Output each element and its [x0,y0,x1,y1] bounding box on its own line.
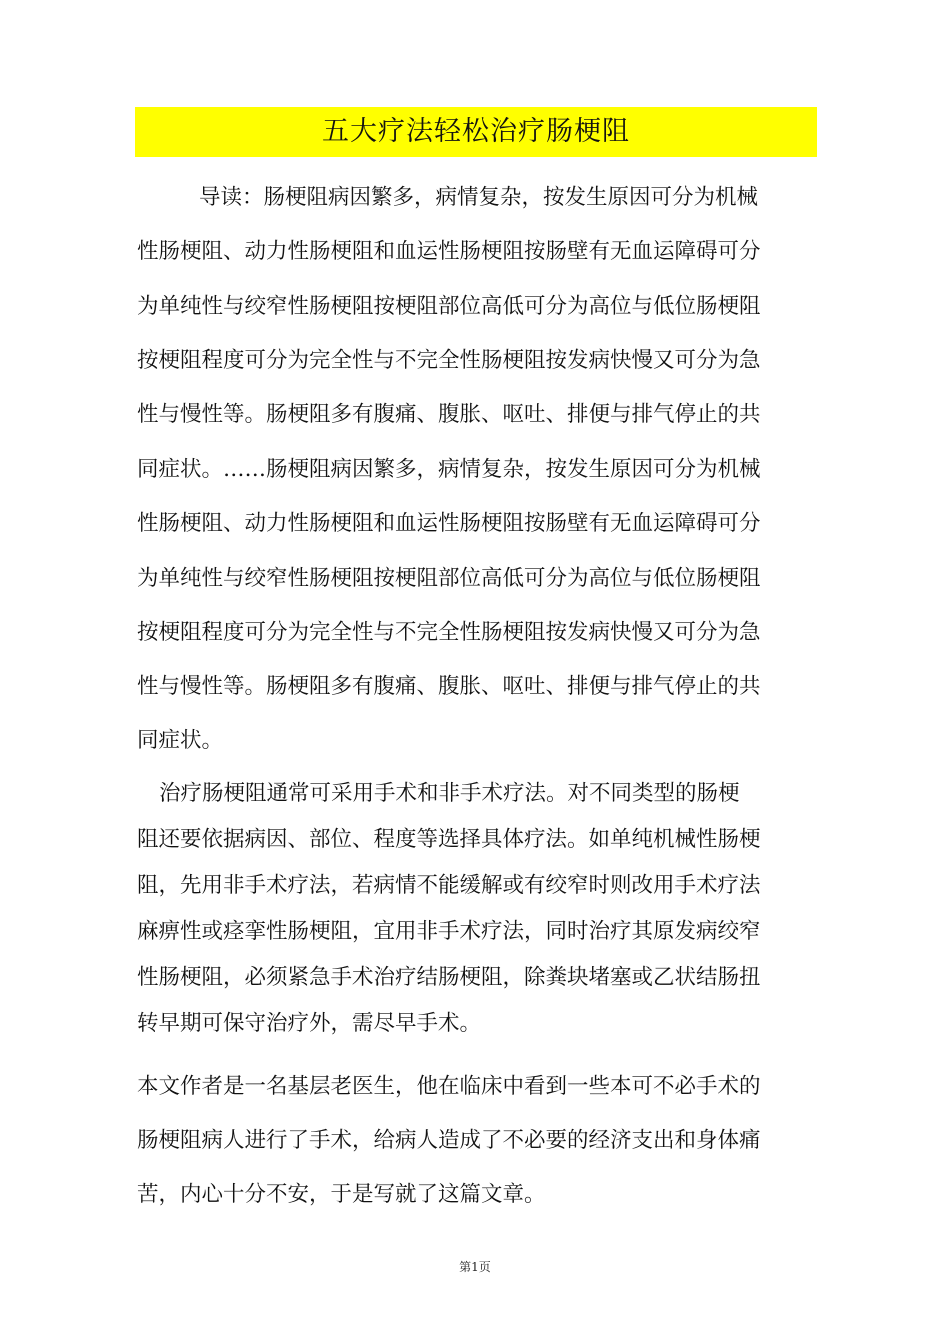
paragraph-2-line-2: 阻还要依据病因、部位、程度等选择具体疗法。如单纯机械性肠梗 [137,827,761,852]
paragraph-1-line-7: 性肠梗阻、动力性肠梗阻和血运性肠梗阻按肠壁有无血运障碍可分 [137,511,761,536]
paragraph-2-line-6: 转早期可保守治疗外，需尽早手术。 [137,1011,482,1036]
paragraph-1-line-1: 导读：肠梗阻病因繁多，病情复杂，按发生原因可分为机械 [199,185,759,210]
paragraph-1-line-4: 按梗阻程度可分为完全性与不完全性肠梗阻按发病快慢又可分为急 [137,348,761,373]
paragraph-2-line-5: 性肠梗阻，必须紧急手术治疗结肠梗阻，除粪块堵塞或乙状结肠扭 [137,965,761,990]
paragraph-3-line-3: 苦，内心十分不安，于是写就了这篇文章。 [137,1182,546,1207]
paragraph-1-line-10: 性与慢性等。肠梗阻多有腹痛、腹胀、呕吐、排便与排气停止的共 [137,674,761,699]
paragraph-3-line-2: 肠梗阻病人进行了手术，给病人造成了不必要的经济支出和身体痛 [137,1128,761,1153]
paragraph-1-line-3: 为单纯性与绞窄性肠梗阻按梗阻部位高低可分为高位与低位肠梗阻 [137,294,761,319]
paragraph-1-line-8: 为单纯性与绞窄性肠梗阻按梗阻部位高低可分为高位与低位肠梗阻 [137,566,761,591]
paragraph-3-line-1: 本文作者是一名基层老医生，他在临床中看到一些本可不必手术的 [137,1074,761,1099]
title-highlight-bar [135,107,817,157]
paragraph-1-line-11: 同症状。 [137,728,224,753]
paragraph-2-line-3: 阻，先用非手术疗法，若病情不能缓解或有绞窄时则改用手术疗法 [137,873,761,898]
paragraph-1-line-6: 同症状。……肠梗阻病因繁多，病情复杂，按发生原因可分为机械 [137,457,761,482]
page-number: 第1页 [459,1260,491,1274]
document-title: 五大疗法轻松治疗肠梗阻 [322,116,630,147]
paragraph-1-line-9: 按梗阻程度可分为完全性与不完全性肠梗阻按发病快慢又可分为急 [137,620,761,645]
paragraph-2-line-4: 麻痹性或痉挛性肠梗阻，宜用非手术疗法，同时治疗其原发病绞窄 [137,919,761,944]
paragraph-1-line-2: 性肠梗阻、动力性肠梗阻和血运性肠梗阻按肠壁有无血运障碍可分 [137,239,761,264]
paragraph-2-line-1: 治疗肠梗阻通常可采用手术和非手术疗法。对不同类型的肠梗 [159,781,740,806]
paragraph-1-line-5: 性与慢性等。肠梗阻多有腹痛、腹胀、呕吐、排便与排气停止的共 [137,402,761,427]
